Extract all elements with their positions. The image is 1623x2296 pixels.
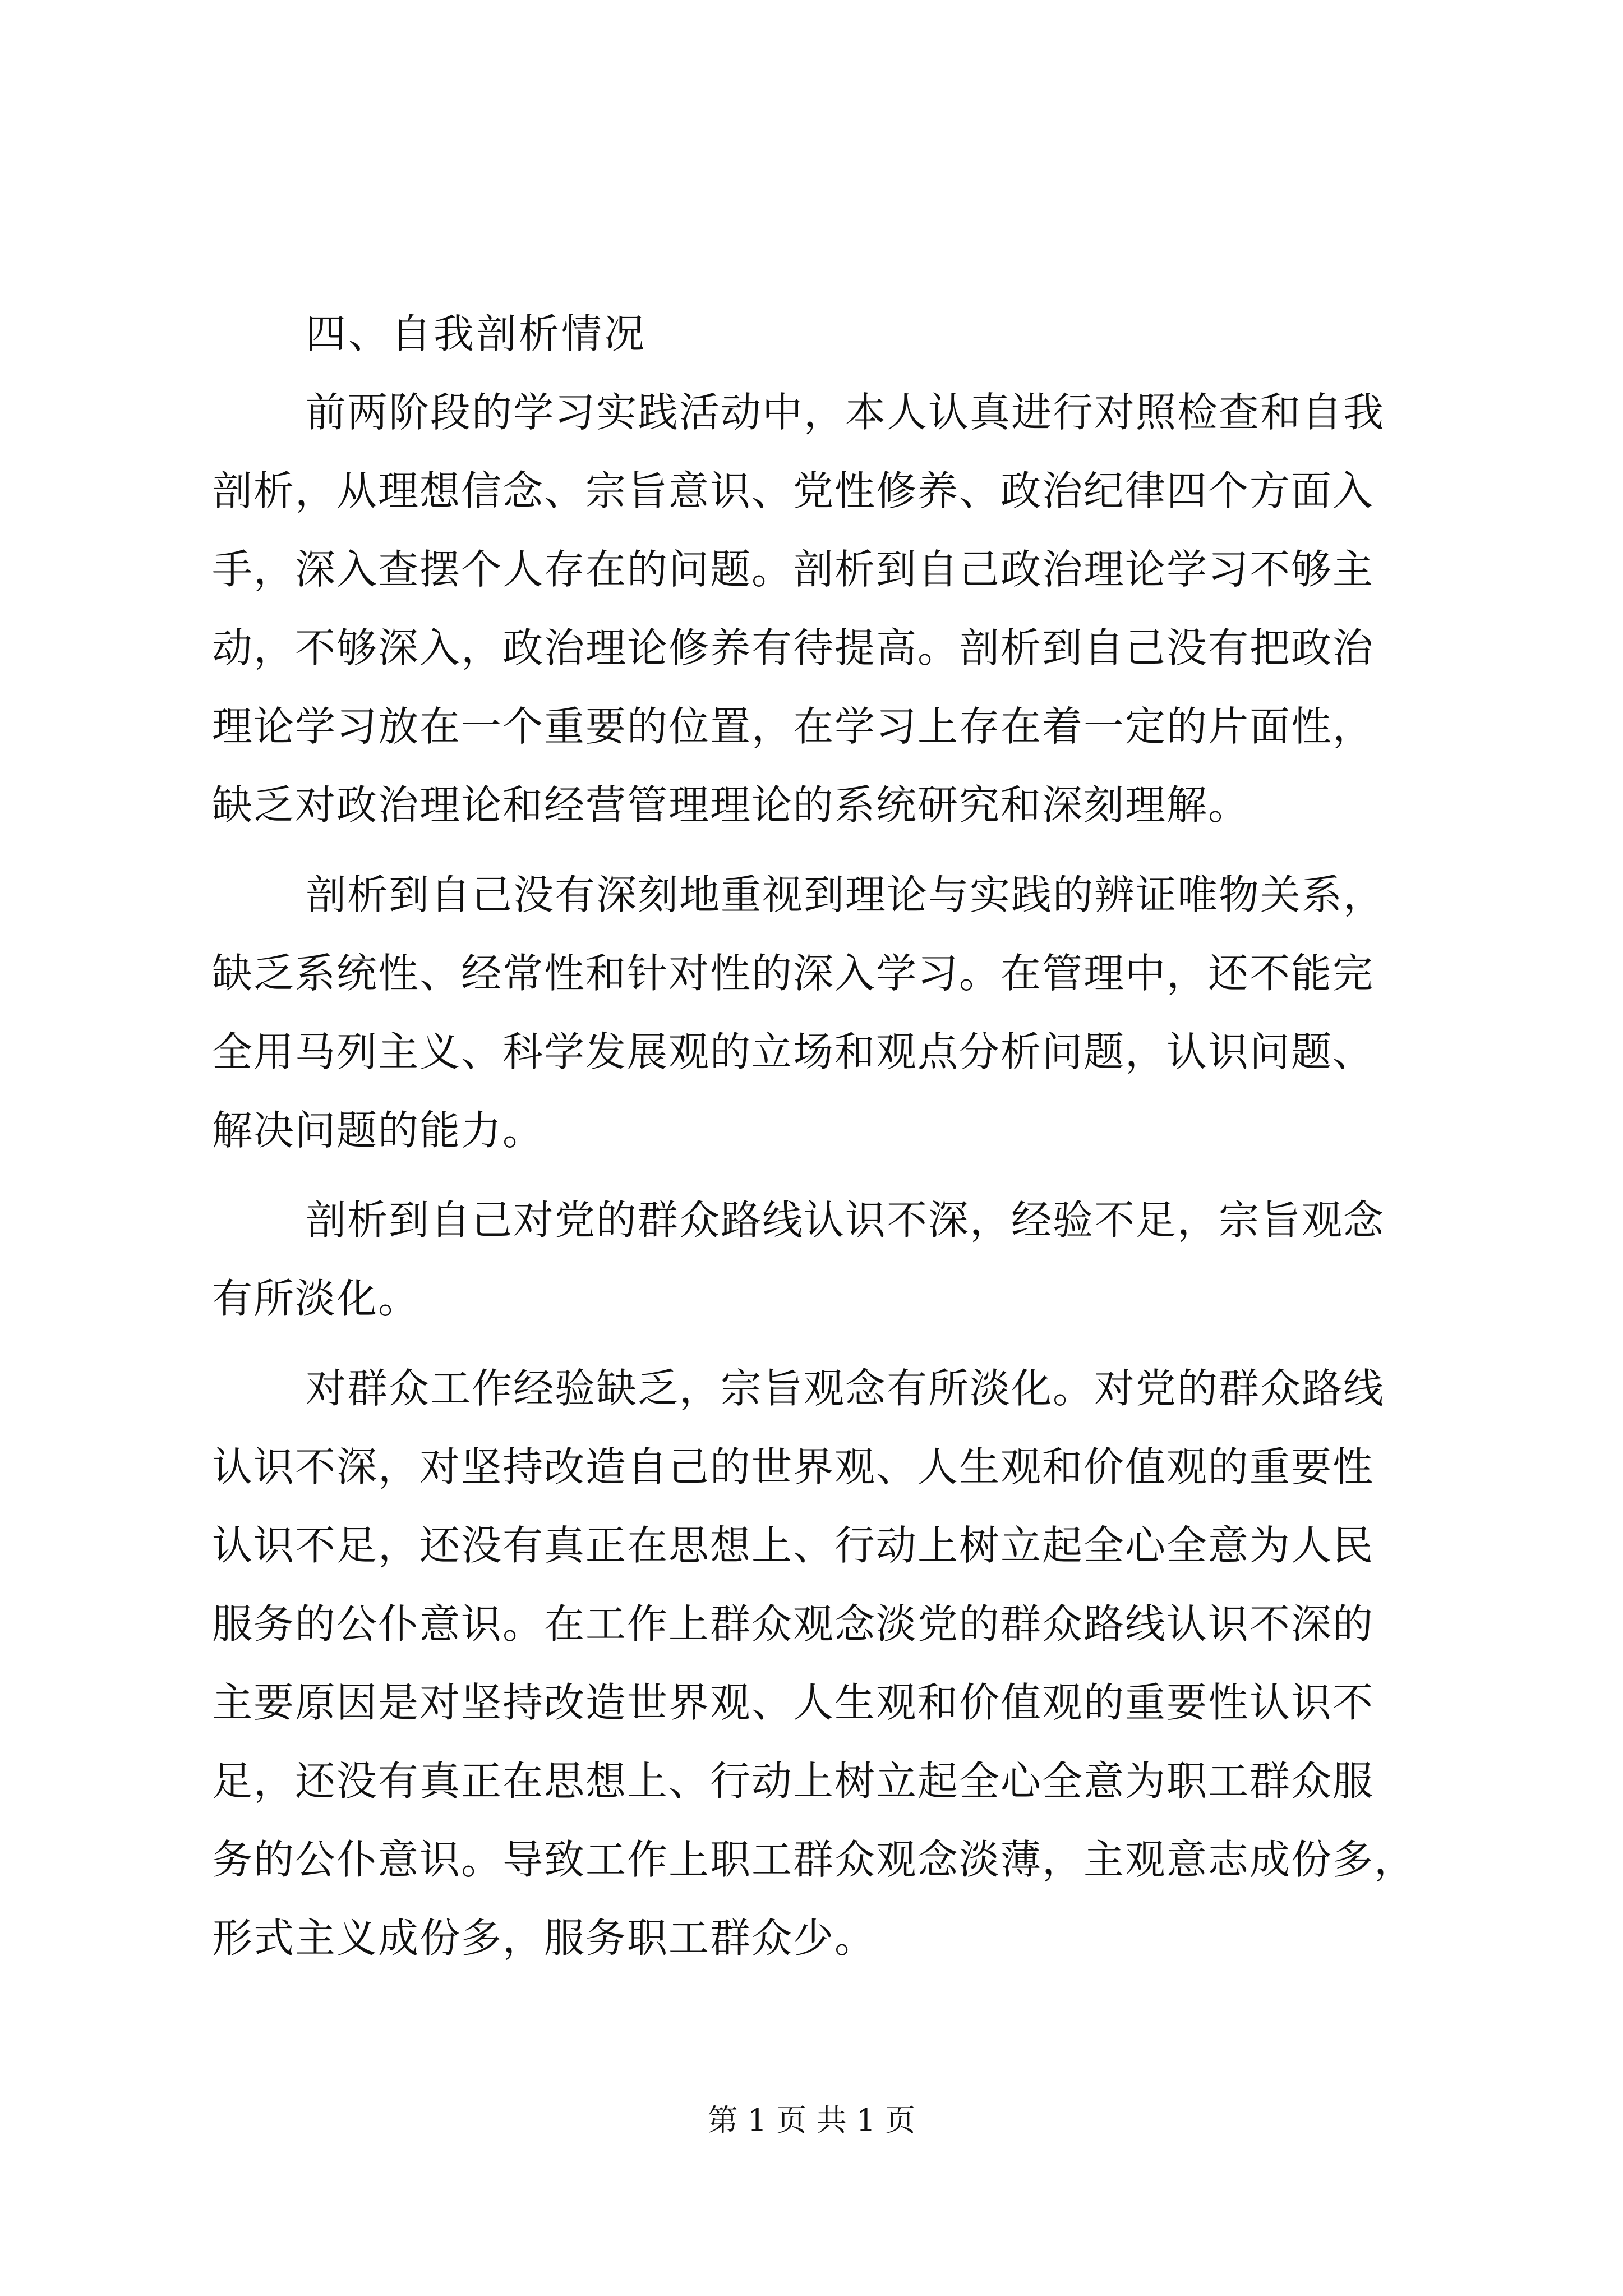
paragraph-line: 认识不足，还没有真正在思想上、行动上树立起全心全意为人民 [212, 1522, 1375, 1569]
paragraph-line: 认识不深，对坚持改造自己的世界观、人生观和价值观的重要性 [212, 1443, 1375, 1490]
paragraph-line: 解决问题的能力。 [212, 1107, 545, 1154]
paragraph-line: 手，深入查摆个人存在的问题。剖析到自己政治理论学习不够主 [212, 546, 1375, 593]
paragraph-line: 对群众工作经验缺乏，宗旨观念有所淡化。对党的群众路线 [306, 1365, 1385, 1412]
paragraph-line: 前两阶段的学习实践活动中，本人认真进行对照检查和自我 [306, 389, 1385, 436]
paragraph-line: 主要原因是对坚持改造世界观、人生观和价值观的重要性认识不 [212, 1679, 1375, 1726]
paragraph-line: 形式主义成份多，服务职工群众少。 [212, 1915, 877, 1962]
paragraph-line: 全用马列主义、科学发展观的立场和观点分析问题，认识问题、 [212, 1028, 1375, 1075]
paragraph-line: 缺乏对政治理论和经营管理理论的系统研究和深刻理解。 [212, 781, 1250, 829]
paragraph-line: 缺乏系统性、经常性和针对性的深入学习。在管理中，还不能完 [212, 950, 1375, 997]
paragraph-line: 剖析，从理想信念、宗旨意识、党性修养、政治纪律四个方面入 [212, 467, 1375, 514]
paragraph-line: 务的公仆意识。导致工作上职工群众观念淡薄，主观意志成份多， [212, 1836, 1416, 1883]
page-footer: 第 1 页 共 1 页 [707, 2102, 916, 2138]
paragraph-line: 理论学习放在一个重要的位置，在学习上存在着一定的片面性， [212, 703, 1375, 750]
section-heading: 四、自我剖析情况 [306, 310, 647, 357]
paragraph-line: 剖析到自己没有深刻地重视到理论与实践的辨证唯物关系， [306, 871, 1385, 918]
paragraph-line: 服务的公仆意识。在工作上群众观念淡党的群众路线认识不深的 [212, 1600, 1375, 1648]
paragraph-line: 有所淡化。 [212, 1275, 420, 1322]
paragraph-line: 动，不够深入，政治理论修养有待提高。剖析到自己没有把政治 [212, 624, 1375, 671]
paragraph-line: 足，还没有真正在思想上、行动上树立起全心全意为职工群众服 [212, 1757, 1375, 1805]
paragraph-line: 剖析到自己对党的群众路线认识不深，经验不足，宗旨观念 [306, 1197, 1385, 1244]
